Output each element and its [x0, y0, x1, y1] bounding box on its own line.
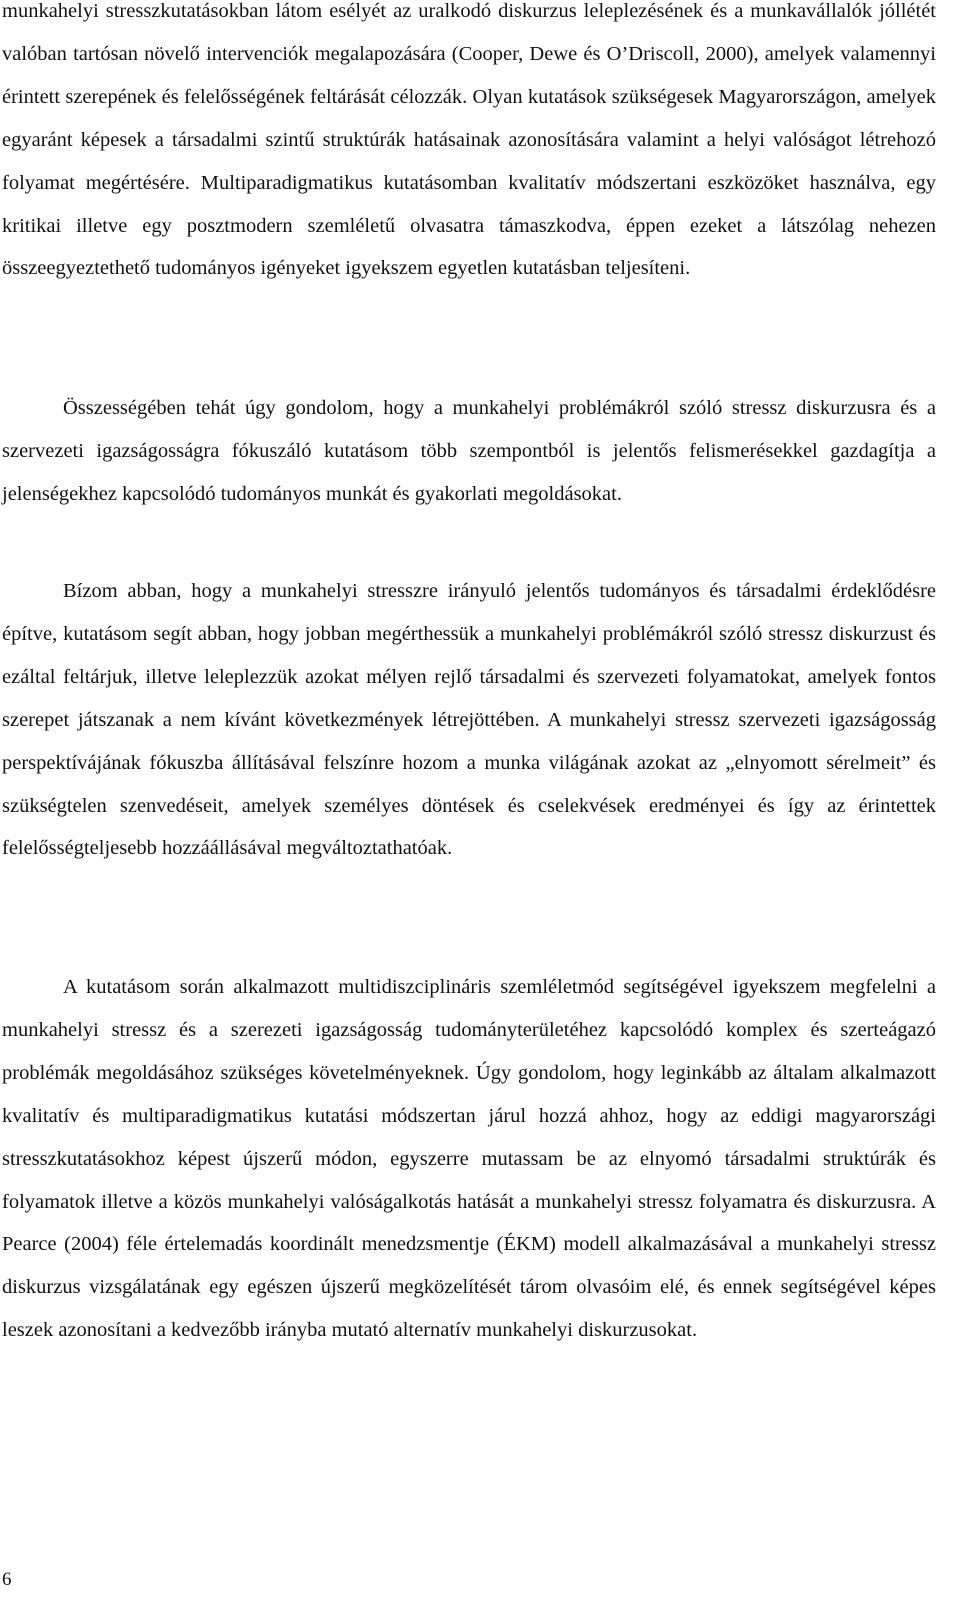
paragraph-trust — [2, 570, 936, 870]
page-number: 6 — [2, 1569, 12, 1590]
paragraph-2-text: Összességében tehát úgy gondolom, hogy a munkahelyi problémákról szóló stressz diskurzusra és a szervezeti igazságosságra fókuszáló kutatásom több szempontból is jelentős felismerésekkel gazdagítja a jelenségekhez kapcsolódó tudományos munkát és gyakorlati megoldásokat. — [2, 397, 936, 505]
paragraph-summary — [2, 387, 936, 516]
paragraph-methodology — [2, 966, 936, 1352]
paragraph-1-text: munkahelyi stresszkutatásokban látom esélyét az uralkodó diskurzus leleplezésének és a munkavállalók jóllétét valóban tartósan növelő intervenciók megalapozására (Cooper, Dewe és O’Driscoll, 2000), amelyek valamennyi érintett szerepének és felelősségének feltárását célozzák. Olyan kutatások szükségesek Magyarországon, amelyek egyaránt képesek a társadalmi szintű struktúrák hatásainak azonosítására valamint a helyi valóságot létrehozó folyamat megértésére. Multiparadigmatikus kutatásomban kvalitatív módszertani eszközöket használva, egy kritikai illetve egy posztmodern szemléletű olvasatra támaszkodva, éppen ezeket a látszólag nehezen összeegyeztethető tudományos igényeket igyekszem egyetlen kutatásban teljesíteni. — [2, 0, 936, 280]
paragraph-continuation — [2, 0, 936, 290]
paragraph-3-text: Bízom abban, hogy a munkahelyi stresszre irányuló jelentős tudományos és társadalmi érdeklődésre építve, kutatásom segít abban, hogy jobban megérthessük a munkahelyi problémákról szóló stressz diskurzust és ezáltal feltárjuk, illetve leleplezzük azokat mélyen rejlő társadalmi és szervezeti folyamatokat, amelyek fontos szerepet játszanak a nem kívánt következmények létrejöttében. A munkahelyi stressz szervezeti igazságosság perspektívájának fókuszba állításával felszínre hozom a munka világának azokat az „elnyomott sérelmeit” és szükségtelen szenvedéseit, amelyek személyes döntések és cselekvések eredményei és így az érintettek felelősségteljesebb hozzáállásával megváltoztathatóak. — [2, 580, 936, 860]
paragraph-4-text: A kutatásom során alkalmazott multidiszciplináris szemléletmód segítségével igyekszem megfelelni a munkahelyi stressz és a szerezeti igazságosság tudományterületéhez kapcsolódó komplex és szerteágazó problémák megoldásához szükséges követelményeknek. Úgy gondolom, hogy leginkább az általam alkalmazott kvalitatív és multiparadigmatikus kutatási módszertan járul hozzá ahhoz, hogy az eddigi magyarországi stresszkutatásokhoz képest újszerű módon, egyszerre mutassam be az elnyomó társadalmi struktúrák és folyamatok illetve a közös munkahelyi valóságalkotás hatását a munkahelyi stressz folyamatra és diskurzusra. A Pearce (2004) féle értelemadás koordinált menedzsmentje (ÉKM) modell alkalmazásával a munkahelyi stressz diskurzus vizsgálatának egy egészen újszerű megközelítését tárom olvasóim elé, és ennek segítségével képes leszek azonosítani a kedvezőbb irányba mutató alternatív munkahelyi diskurzusokat. — [2, 976, 936, 1342]
